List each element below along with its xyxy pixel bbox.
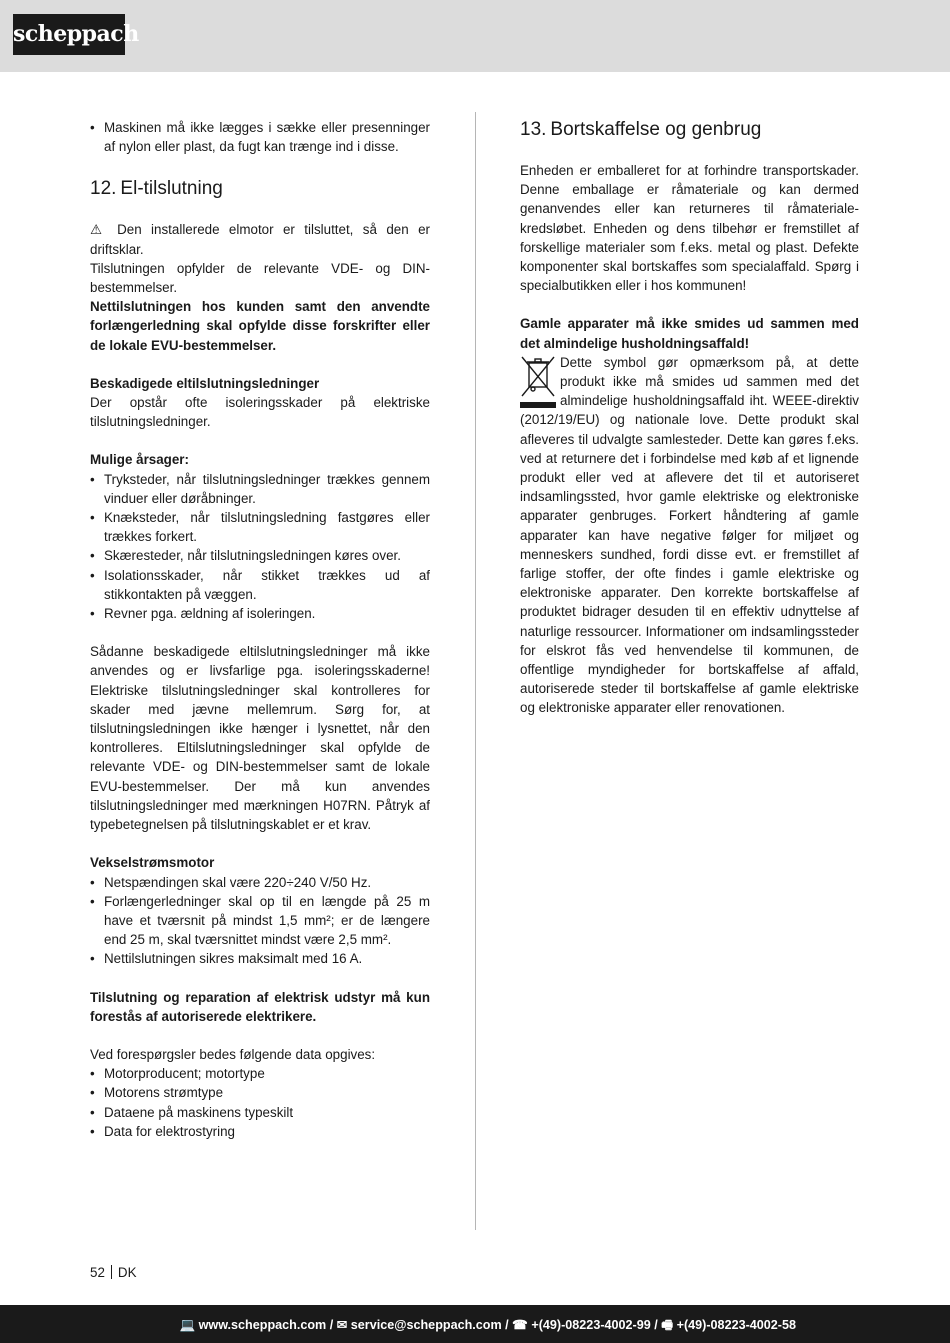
separator: [111, 1265, 112, 1279]
list-item: • Maskinen må ikke lægges i sække eller presenninger af nylon eller plast, da fugt kan trænge ind i disse.: [90, 118, 430, 156]
list-item: • Netspændingen skal være 220÷240 V/50 Hz.: [90, 873, 430, 892]
contact-info: 💻 www.scheppach.com / ✉ service@scheppach.com / ☎ +(49)-08223-4002-99 / 🖷 +(49)-08223-4002-58: [179, 1318, 796, 1332]
right-column: [520, 118, 859, 718]
list-item: • Knæksteder, når tilslutningsledning fastgøres eller trækkes forkert.: [90, 508, 430, 546]
list-item: • Motorens strømtype: [90, 1083, 430, 1102]
language-code: DK: [117, 1265, 137, 1280]
list-item: • Forlængerledninger skal op til en længde på 25 m have et tværsnit på mindst 1,5 mm²; er de længere end 25 m, skal tværsnittet mindst være 2,5 mm².: [90, 892, 430, 950]
ac-motor-list: [90, 873, 430, 969]
intro-list: [90, 118, 430, 156]
paragraph: Sådanne beskadigede eltilslutningsledninger må ikke anvendes og er livsfarlige pga. isoleringsskaderne! Elektriske tilslutningsledninger skal kontrolleres for skader med jævne mellemrum. Sørg for, at tilslutningsledningen ikke hænger i lysnettet, når den kontrolleres. Eltilslutningsledninger skal opfylde de relevante VDE- og DIN-bestemmelser samt de lokale EVU-bestemmelser. Der må kun anvendes tilslutningsledninger med mærkningen H07RN. Påtryk af typebetegnelsen på tilslutningskablet er et krav.: [90, 644, 430, 833]
paragraph: ⚠ Den installerede elmotor er tilsluttet, så den er driftsklar.: [90, 222, 430, 257]
bold-paragraph: Gamle apparater må ikke smides ud sammen med det almindelige husholdningsaffald!: [520, 316, 859, 351]
section-title: El-tilslutning: [120, 178, 223, 200]
bold-paragraph: Tilslutning og reparation af elektrisk udstyr må kun forestås af autoriserede elektrikere.: [90, 989, 430, 1024]
brand-logo: scheppach: [13, 14, 125, 55]
list-item: • Data for elektrostyring: [90, 1122, 430, 1141]
paragraph: Dette symbol gør opmærksom på, at dette produkt ikke må smides ud sammen med det almindelige husholdningsaffald iht. WEEE-direktiv (2012/19/EU) og nationale love. Dette produkt skal afleveres til udvalgte samlesteder. Dette kan gøres f.eks. ved at returnere det i forbindelse med køb af et lignende produkt eller ved at aflevere det til et autoriseret indsamlingssted, hvor gamle elektriske og elektroniske apparater genbruges. Forkert håndtering af gamle apparater kan have negative følger for miljøet og menneskers sundhed, fordi disse evt. er fremstillet af farlige stoffer, der ofte findes i gamle elektriske og elektroniske apparater. Den korrekte bortskaffelse af produktet bidrager desuden til en effektiv udnyttelse af naturlige ressourcer. Informationer om indsamlingssteder for elskrot fås ved henvendelse til kommunen, de offentlige myndigheder for bortskaffelse af affald, autoriserede steder til bortskaffelse af gamle elektriske og elektroniske apparater eller renovationen.: [520, 354, 859, 716]
section-13-heading: [520, 118, 859, 142]
subheading: Vekselstrømsmotor: [90, 855, 215, 871]
paragraph: Enheden er emballeret for at forhindre transportskader. Denne emballage er råmateriale og kan dermed genanvendes eller kan returneres til råmateriale-kredsløbet. Enheden og dens tilbehør er fremstillet af forskellige materialer som f.eks. metal og plast. Defekte komponenter skal bortskaffes som specialaffald. Spørg i specialbutikken eller i hos kommunen!: [520, 163, 859, 294]
contact-bar: [0, 1305, 950, 1343]
subheading: Mulige årsager:: [90, 452, 189, 468]
list-item: • Nettilslutningen sikres maksimalt med 16 A.: [90, 949, 430, 968]
left-column: [90, 118, 430, 1141]
list-item: • Dataene på maskinens typeskilt: [90, 1103, 430, 1122]
subheading: Beskadigede eltilslutningsledninger: [90, 375, 320, 391]
page-header: [0, 0, 950, 72]
crossed-out-wheelie-bin-icon: [520, 354, 556, 410]
section-number: 13.: [520, 119, 547, 140]
list-item: • Revner pga. ældning af isoleringen.: [90, 604, 430, 623]
page-footer: [90, 1265, 137, 1280]
section-title: Bortskaffelse og genbrug: [550, 119, 762, 140]
paragraph: Tilslutningen opfylder de relevante VDE- og DIN-bestemmelser.: [90, 260, 430, 296]
list-item: • Tryksteder, når tilslutningsledninger trækkes gennem vinduer eller døråbninger.: [90, 470, 430, 508]
column-divider: [475, 112, 476, 1230]
list-item: • Isolationsskader, når stikket trækkes ud af stikkontakten på væggen.: [90, 566, 430, 604]
list-item: • Skæresteder, når tilslutningsledningen køres over.: [90, 546, 430, 565]
section-12-heading: [90, 175, 430, 201]
causes-list: [90, 470, 430, 624]
bold-paragraph: Nettilslutningen hos kunden samt den anvendte forlængerledning skal opfylde disse forskrifter eller de lokale EVU-bestemmelser.: [90, 299, 430, 353]
section-number: 12.: [90, 178, 117, 200]
paragraph: Der opstår ofte isoleringsskader på elektriske tilslutningsledninger.: [90, 395, 430, 430]
warning-icon: ⚠: [90, 222, 108, 238]
list-item: • Motorproducent; motortype: [90, 1064, 430, 1083]
paragraph: Ved forespørgsler bedes følgende data opgives:: [90, 1046, 376, 1062]
inquiry-list: [90, 1064, 430, 1141]
page-number: 52: [90, 1265, 105, 1280]
